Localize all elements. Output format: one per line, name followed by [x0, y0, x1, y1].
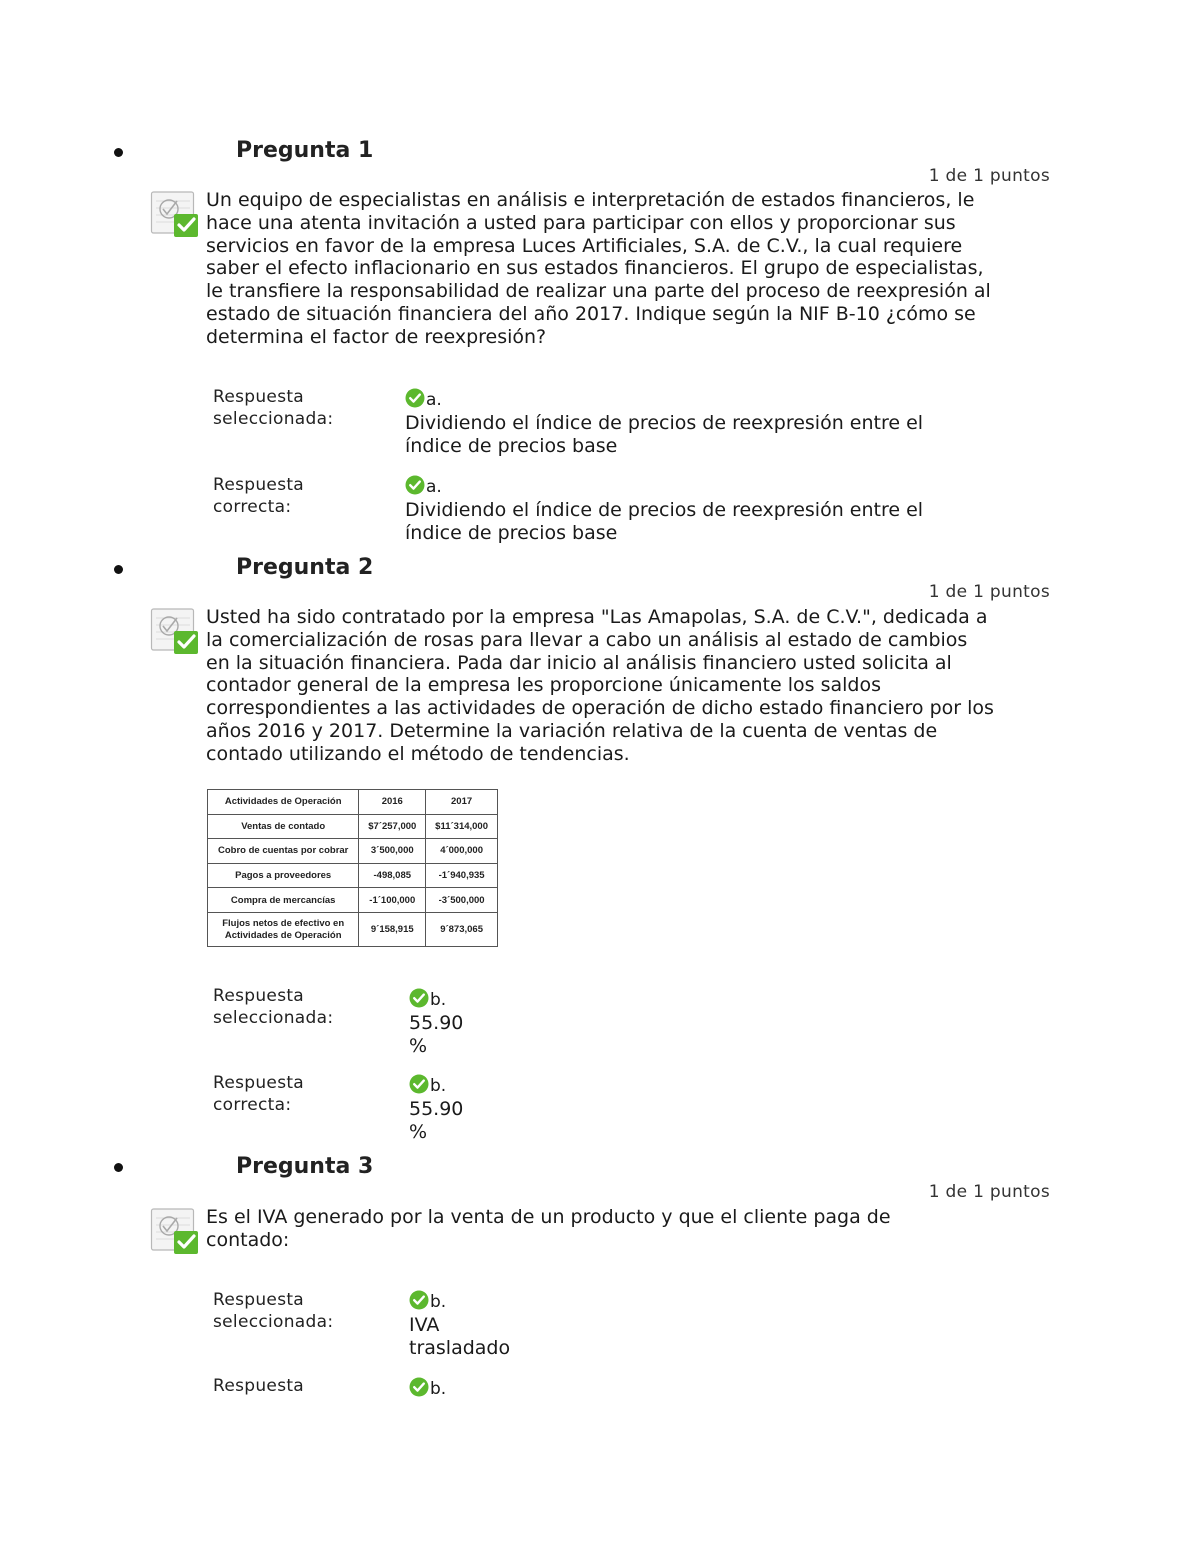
answer-text: 55.90 %: [409, 1012, 464, 1057]
correct-answer-label: Respuesta: [213, 1376, 305, 1396]
table-row: [208, 814, 498, 839]
answer-letter: b.: [430, 1379, 447, 1399]
answer-text: 55.90 %: [409, 1098, 464, 1143]
table-row: [208, 913, 498, 947]
answer-letter: b.: [430, 1076, 447, 1096]
table-cell: 9´873,065: [426, 913, 498, 947]
answer-letter: b.: [430, 990, 447, 1010]
table-cell: -1´940,935: [426, 863, 498, 888]
answer-letter: b.: [430, 1292, 447, 1312]
graded-correct-icon: [150, 606, 200, 656]
question-points: 1 de 1 puntos: [928, 166, 1050, 186]
bullet-icon: [114, 1163, 123, 1172]
table-header-row: [208, 790, 498, 815]
operating-activities-table: [207, 789, 498, 947]
table-cell: $11´314,000: [426, 814, 498, 839]
answer-text: IVA trasladado: [409, 1314, 511, 1359]
table-cell: 4´000,000: [426, 839, 498, 864]
table-cell: Ventas de contado: [208, 814, 359, 839]
selected-answer-label: Respuesta seleccionada:: [213, 387, 334, 429]
selected-answer-label: Respuesta seleccionada:: [213, 1290, 334, 1332]
table-row: [208, 888, 498, 913]
bullet-icon: [114, 148, 123, 157]
answer-letter: a.: [426, 390, 442, 410]
table-header: 2017: [426, 790, 498, 815]
graded-correct-icon: [150, 189, 200, 239]
check-circle-icon: [409, 1377, 429, 1397]
question-text: Es el IVA generado por la venta de un producto y que el cliente paga de contado:: [206, 1206, 891, 1251]
answer-text: Dividiendo el índice de precios de reexpresión entre el índice de precios base: [405, 412, 924, 457]
table-header: Actividades de Operación: [208, 790, 359, 815]
table-header: 2016: [359, 790, 426, 815]
correct-answer: [409, 1074, 479, 1144]
selected-answer: [409, 988, 479, 1058]
bullet-icon: [114, 565, 123, 574]
question-text: Usted ha sido contratado por la empresa "Las Amapolas, S.A. de C.V.", dedicada a la comercialización de rosas para llevar a cabo un análisis al estado de cambios en la situación financiera. Pada dar inicio al análisis financiero usted solicita al contador general de la empresa les proporcione únicamente los saldos correspondientes a las actividades de operación de dicho estado financiero por los años 2016 y 2017. Determine la variación relativa de la cuenta de ventas de contado utilizando el método de tendencias.: [206, 606, 994, 765]
answer-letter: a.: [426, 477, 442, 497]
table-cell: -1´100,000: [359, 888, 426, 913]
question-text: Un equipo de especialistas en análisis e interpretación de estados financieros, le hace una atenta invitación a usted para participar con ellos y proporcionar sus servicios en favor de la empresa Luces Artificiales, S.A. de C.V., la cual requiere saber el efecto inflacionario en sus estados financieros. El grupo de especialistas, le transfiere la responsabilidad de realizar una parte del proceso de reexpresión al estado de situación financiera del año 2017. Indique según la NIF B-10 ¿cómo se determina el factor de reexpresión?: [206, 189, 991, 348]
table-cell: Pagos a proveedores: [208, 863, 359, 888]
graded-correct-icon: [150, 1206, 200, 1256]
check-circle-icon: [405, 388, 425, 408]
table-cell: 9´158,915: [359, 913, 426, 947]
table-cell: -3´500,000: [426, 888, 498, 913]
selected-answer-label: Respuesta seleccionada:: [213, 986, 334, 1028]
question-points: 1 de 1 puntos: [928, 582, 1050, 602]
table-row: [208, 863, 498, 888]
table-cell: -498,085: [359, 863, 426, 888]
correct-answer: [405, 475, 965, 545]
correct-answer-label: Respuesta correcta:: [213, 475, 305, 517]
table-cell: Compra de mercancías: [208, 888, 359, 913]
table-cell: 3´500,000: [359, 839, 426, 864]
table-cell: $7´257,000: [359, 814, 426, 839]
correct-answer-label: Respuesta correcta:: [213, 1073, 305, 1115]
check-circle-icon: [409, 1074, 429, 1094]
answer-text: Dividiendo el índice de precios de reexpresión entre el índice de precios base: [405, 499, 924, 544]
question-points: 1 de 1 puntos: [928, 1182, 1050, 1202]
table-cell: Cobro de cuentas por cobrar: [208, 839, 359, 864]
question-title: Pregunta 3: [236, 1154, 374, 1179]
check-circle-icon: [405, 475, 425, 495]
check-circle-icon: [409, 988, 429, 1008]
table-row: [208, 839, 498, 864]
selected-answer: [405, 388, 965, 458]
question-title: Pregunta 2: [236, 555, 374, 580]
selected-answer: [409, 1290, 529, 1360]
check-circle-icon: [409, 1290, 429, 1310]
correct-answer: [409, 1377, 529, 1401]
question-title: Pregunta 1: [236, 138, 374, 163]
table-cell: Flujos netos de efectivo en Actividades de Operación: [208, 913, 359, 947]
